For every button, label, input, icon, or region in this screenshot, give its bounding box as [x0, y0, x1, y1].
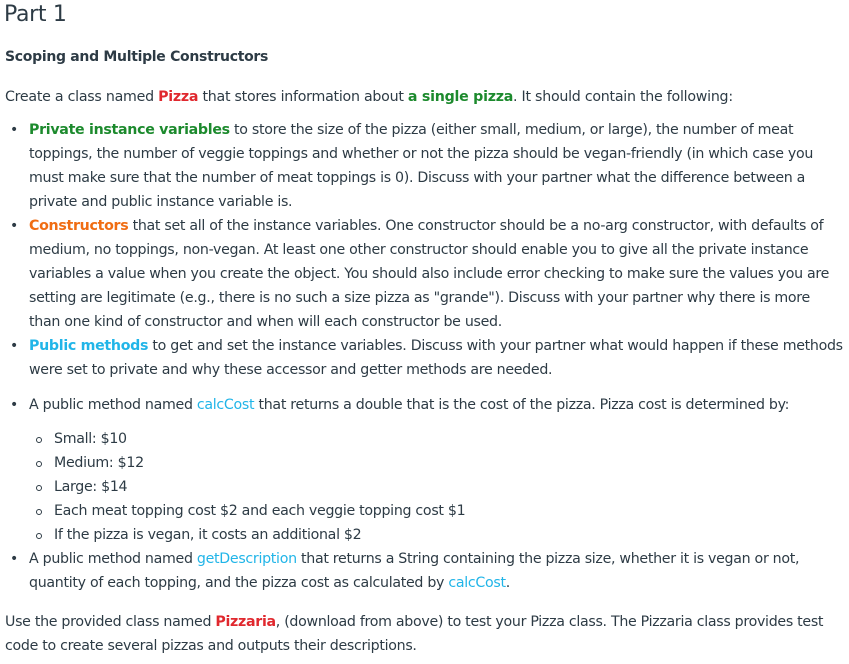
class-name-pizza: Pizza	[158, 89, 199, 105]
method-getdescription: getDescription	[196, 551, 297, 567]
method-calccost: calcCost	[196, 397, 255, 413]
emphasis-single-pizza: a single pizza	[407, 89, 514, 105]
list-item-calccost: • A public method named calcCost that returns a double that is the cost of the pizza. Pizza cost is determined by: Small: $10 Medium: $12 Large: $14 Each meat topping cost $2 and each veggie topping cost $1 If the pizza is vegan, it costs an additional $2	[0, 393, 849, 547]
cost-item: Each meat topping cost $2 and each veggie topping cost $1	[29, 499, 843, 523]
outro-paragraph: Use the provided class named Pizzaria, (download from above) to test your Pizza class. The Pizzaria class provides test code to create several pizzas and outputs their descriptions.	[5, 614, 824, 654]
list-item-constructors: • Constructors that set all of the instance variables. One constructor should be a no-arg constructor, with defaults of medium, no toppings, non-vegan. At least one other constructor should enable you to give all the private instance variables a value when you create the object. You should also include error checking to make sure the values you are setting are legitimate (e.g., there is no such a size pizza as "grande"). Discuss with your partner why there is more than one kind of constructor and when will each constructor be used.	[0, 214, 849, 334]
section-heading: Scoping and Multiple Constructors	[5, 49, 269, 65]
list-item-getdescription: • A public method named getDescription that returns a String containing the pizza size, whether it is vegan or not, quantity of each topping, and the pizza cost as calculated by calcCost.	[0, 547, 849, 595]
list-item-private-variables: • Private instance variables to store the size of the pizza (either small, medium, or large), the number of meat toppings, the number of veggie toppings and whether or not the pizza should be vegan-friendly (in which case you must make sure that the number of meat toppings is 0). Discuss with your partner what the difference between a private and public instance variable is.	[0, 118, 849, 214]
list-item-public-methods: • Public methods to get and set the instance variables. Discuss with your partner what would happen if these methods were set to private and why these accessor and getter methods are needed.	[0, 334, 849, 382]
private-variables-label: Private instance variables	[29, 122, 230, 138]
cost-list	[29, 427, 843, 547]
class-name-pizzaria: Pizzaria	[215, 614, 276, 630]
cost-item: Medium: $12	[29, 451, 843, 475]
intro-paragraph: Create a class named Pizza that stores information about a single pizza. It should contain the following:	[5, 89, 733, 105]
public-methods-label: Public methods	[29, 338, 149, 354]
cost-item: If the pizza is vegan, it costs an additional $2	[29, 523, 843, 547]
cost-item: Small: $10	[29, 427, 843, 451]
cost-item: Large: $14	[29, 475, 843, 499]
page-title: Part 1	[4, 2, 67, 27]
constructors-label: Constructors	[29, 218, 129, 234]
requirements-list	[0, 118, 849, 595]
method-calccost-ref: calcCost	[448, 575, 506, 591]
